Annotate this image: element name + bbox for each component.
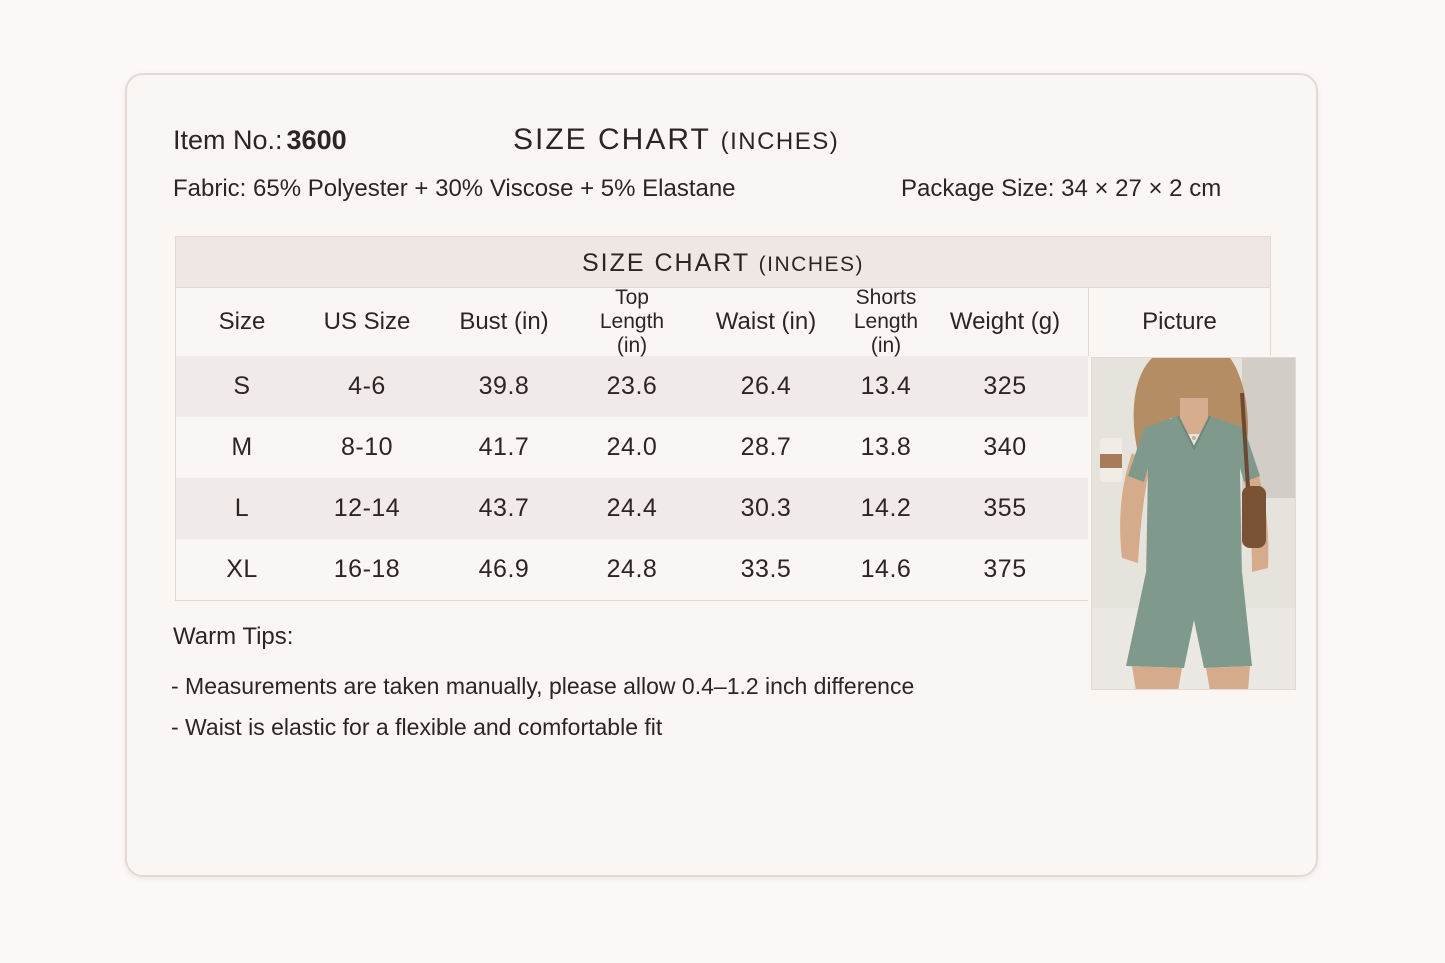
- item-number-line: [173, 125, 347, 156]
- col-header-shorts-length-line1: Shorts: [855, 286, 917, 309]
- package-size: Package Size: 34 × 27 × 2 cm: [901, 175, 1222, 202]
- page-title-text: SIZE CHART: [513, 123, 711, 156]
- item-number-value: 3600: [286, 125, 347, 155]
- size-grid: [175, 288, 1088, 601]
- table-row: [176, 417, 1088, 478]
- col-header-weight: Weight (g): [949, 308, 1061, 335]
- cell-top-length: 24.0: [606, 433, 658, 461]
- cell-bust: 39.8: [478, 372, 530, 400]
- page-title: [513, 123, 839, 157]
- warm-tip-item: - Measurements are taken manually, please allow 0.4–1.2 inch difference: [171, 673, 915, 699]
- cell-bust: 41.7: [478, 433, 530, 461]
- cell-bust: 46.9: [478, 555, 530, 583]
- col-header-top-length-line1: Top: [615, 286, 649, 309]
- cell-size: M: [231, 433, 253, 461]
- cell-weight: 375: [983, 555, 1027, 583]
- size-chart-card: [125, 73, 1318, 877]
- cell-waist: 28.7: [740, 433, 792, 461]
- col-header-picture: Picture: [1088, 288, 1271, 356]
- cell-bust: 43.7: [478, 494, 530, 522]
- cell-shorts-length: 13.4: [860, 372, 912, 400]
- cell-us-size: 8-10: [340, 433, 394, 461]
- col-header-top-length: [582, 288, 682, 356]
- col-header-shorts-length-line2: Length (in): [853, 310, 919, 357]
- cell-shorts-length: 13.8: [860, 433, 912, 461]
- page-title-unit: (INCHES): [720, 128, 840, 155]
- col-header-top-length-line2: Length (in): [599, 310, 665, 357]
- col-header-size: Size: [218, 308, 266, 335]
- cell-shorts-length: 14.6: [860, 555, 912, 583]
- cell-top-length: 23.6: [606, 372, 658, 400]
- table-row: [176, 356, 1088, 417]
- warm-tip-item: - Waist is elastic for a flexible and comfortable fit: [171, 714, 663, 740]
- cell-size: XL: [226, 555, 258, 583]
- cell-waist: 26.4: [740, 372, 792, 400]
- table-header-row: [176, 288, 1088, 356]
- table-title-text: SIZE CHART: [581, 249, 750, 277]
- cell-us-size: 16-18: [333, 555, 401, 583]
- col-header-us-size: US Size: [323, 308, 411, 335]
- cell-weight: 325: [983, 372, 1027, 400]
- product-photo: [1091, 357, 1296, 690]
- table-title-unit: (INCHES): [758, 253, 864, 276]
- item-number-label: Item No.:: [173, 125, 283, 155]
- cell-top-length: 24.4: [606, 494, 658, 522]
- cell-shorts-length: 14.2: [860, 494, 912, 522]
- warm-tips-title: Warm Tips:: [173, 623, 294, 650]
- cell-size: S: [233, 372, 251, 400]
- cell-waist: 30.3: [740, 494, 792, 522]
- table-title-band: [175, 236, 1271, 288]
- cell-weight: 340: [983, 433, 1027, 461]
- fabric-composition: Fabric: 65% Polyester + 30% Viscose + 5% Elastane: [173, 175, 736, 202]
- cell-weight: 355: [983, 494, 1027, 522]
- col-header-shorts-length: [850, 288, 922, 356]
- cell-us-size: 4-6: [348, 372, 386, 400]
- col-header-waist: Waist (in): [715, 308, 817, 335]
- cell-us-size: 12-14: [333, 494, 401, 522]
- table-row: [176, 478, 1088, 539]
- col-header-bust: Bust (in): [459, 308, 549, 335]
- cell-top-length: 24.8: [606, 555, 658, 583]
- table-row: [176, 539, 1088, 600]
- cell-size: L: [234, 494, 250, 522]
- cell-waist: 33.5: [740, 555, 792, 583]
